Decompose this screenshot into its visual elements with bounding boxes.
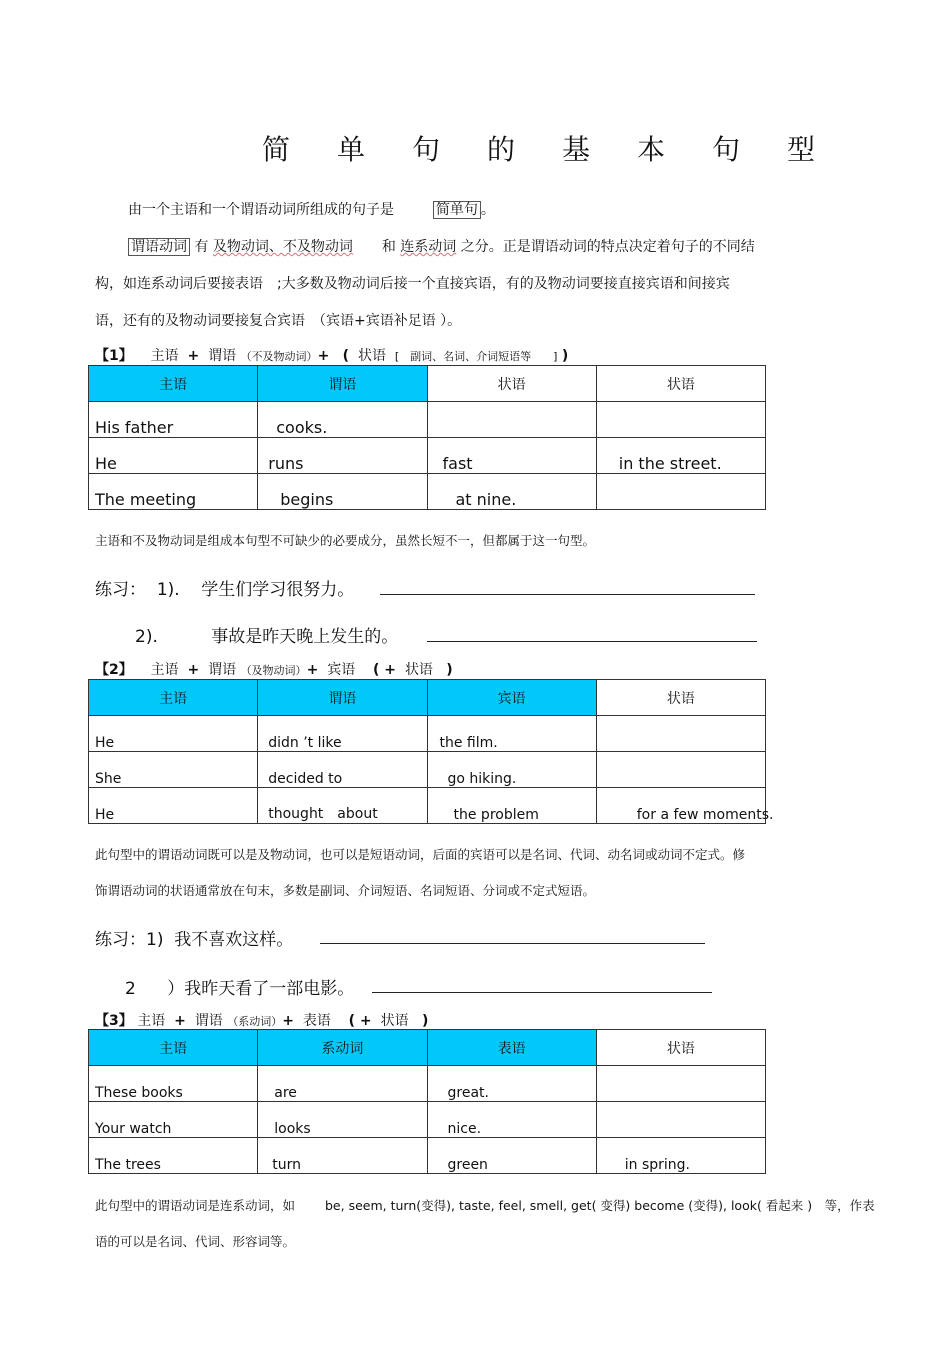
- table-cell: great.: [427, 1066, 596, 1102]
- table-pattern-1: [88, 365, 766, 510]
- exercise-1-2: [135, 622, 398, 647]
- table-cell: He: [89, 788, 258, 824]
- table-row: [89, 1066, 766, 1102]
- header-cell: 谓语: [258, 366, 427, 402]
- table-header-row: [89, 366, 766, 402]
- exercise-label: 练习：1): [95, 930, 164, 950]
- intro-line-4: 语，还有的及物动词要接复合宾语 （宾语+宾语补足语 ）。: [95, 313, 462, 329]
- section-2-note-1: 此句型中的谓语动词既可以是及物动词，也可以是短语动词，后面的宾语可以是名词、代词、动名词或动词不定式。修: [95, 847, 746, 862]
- header-cell: 状语: [596, 680, 765, 716]
- header-cell: 主语: [89, 366, 258, 402]
- answer-line[interactable]: [427, 627, 757, 646]
- table-cell: in spring.: [596, 1138, 765, 1174]
- table-cell: The meeting: [89, 474, 258, 510]
- heading-part: 状语: [357, 348, 386, 364]
- header-cell: 状语: [596, 366, 765, 402]
- title-char: 本: [637, 133, 666, 166]
- table-cell: [596, 474, 765, 510]
- table-cell: the problem: [427, 788, 596, 824]
- table-cell: cooks.: [258, 402, 427, 438]
- table-cell: She: [89, 752, 258, 788]
- table-cell: begins: [258, 474, 427, 510]
- exercise-2-1: [95, 925, 293, 950]
- table-cell: the film.: [427, 716, 596, 752]
- table-cell: green: [427, 1138, 596, 1174]
- section-2-heading: 【2】 主语 + 谓语 （及物动词）+ 宾语 ( + 状语 ): [95, 662, 453, 678]
- table-cell: turn: [258, 1138, 427, 1174]
- header-cell: 宾语: [427, 680, 596, 716]
- header-cell: 系动词: [258, 1030, 427, 1066]
- answer-line[interactable]: [320, 929, 705, 948]
- exercise-prompt: 我不喜欢这样。: [174, 930, 294, 950]
- heading-part: [ 副词、名词、介词短语等 ]: [394, 350, 558, 363]
- table-header-row: [89, 680, 766, 716]
- heading-part: ( +: [373, 662, 397, 678]
- table-cell: looks: [258, 1102, 427, 1138]
- exercise-1-1: [95, 575, 354, 600]
- exercise-prompt: ）我昨天看了一部电影。: [167, 979, 355, 999]
- heading-part: 主语: [150, 348, 179, 364]
- heading-part: （及物动词）: [240, 664, 307, 677]
- table-cell: [596, 716, 765, 752]
- header-cell: 状语: [596, 1030, 765, 1066]
- intro-text: 。: [480, 202, 495, 218]
- header-cell: 谓语: [258, 680, 427, 716]
- note-text: 此句型中的谓语动词是连系动词，如: [95, 1198, 296, 1213]
- section-number: 【2】: [95, 662, 133, 678]
- note-text: be, seem, turn(变得), taste, feel, smell, get( 变得) become (变得), look( 看起来 ) 等，作表: [325, 1198, 875, 1213]
- section-3-note-2: 语的可以是名词、代词、形容词等。: [95, 1234, 296, 1249]
- table-cell: [596, 1102, 765, 1138]
- section-number: 【1】: [95, 348, 133, 364]
- heading-part: 宾语: [327, 662, 356, 678]
- intro-line-1: [128, 199, 495, 219]
- table-header-row: [89, 1030, 766, 1066]
- page-title: [262, 128, 862, 168]
- table-cell: thought about: [258, 788, 427, 824]
- table-row: [89, 788, 766, 824]
- exercise-number: 1).: [156, 580, 180, 600]
- heading-part: (: [342, 348, 350, 364]
- heading-part: 状语: [404, 662, 433, 678]
- table-cell: [596, 1066, 765, 1102]
- intro-text: 之分。正是谓语动词的特点决定着句子的不同结: [460, 239, 755, 255]
- keyword-box: 谓语动词: [128, 238, 190, 256]
- title-char: 单: [337, 133, 366, 166]
- heading-part: 主语: [137, 1013, 166, 1029]
- intro-line-3: 构，如连系动词后要接表语 ;大多数及物动词后接一个直接宾语，有的及物动词要接直接宾语和间接宾: [95, 276, 730, 292]
- title-char: 的: [487, 133, 516, 166]
- table-cell: His father: [89, 402, 258, 438]
- section-2-note-2: 饰谓语动词的状语通常放在句末，多数是副词、介词短语、名词短语、分词或不定式短语。: [95, 883, 596, 898]
- table-pattern-2: [88, 679, 774, 824]
- table-cell: decided to: [258, 752, 427, 788]
- heading-part: 主语: [150, 662, 179, 678]
- title-char: 基: [562, 133, 591, 166]
- exercise-2-2: [125, 974, 354, 999]
- table-cell: didn ’t like: [258, 716, 427, 752]
- table-row: [89, 438, 766, 474]
- table-cell: [596, 752, 765, 788]
- section-3-note-1: [95, 1196, 875, 1214]
- table-cell: [427, 402, 596, 438]
- intro-line-2: [128, 236, 755, 256]
- table-row: [89, 716, 766, 752]
- intro-text: 和: [381, 239, 396, 255]
- table-row: [89, 752, 766, 788]
- answer-line[interactable]: [380, 580, 755, 599]
- table-pattern-3: [88, 1029, 766, 1174]
- table-cell: nice.: [427, 1102, 596, 1138]
- heading-part: 表语: [302, 1013, 331, 1029]
- title-char: 句: [412, 133, 441, 166]
- heading-part: （系动词）: [227, 1015, 283, 1028]
- table-cell: Your watch: [89, 1102, 258, 1138]
- heading-part: ( +: [348, 1013, 372, 1029]
- table-row: [89, 474, 766, 510]
- heading-part: ): [561, 348, 569, 364]
- title-char: 简: [262, 133, 291, 166]
- exercise-label: 练习：: [95, 580, 146, 600]
- heading-part: ): [421, 1013, 429, 1029]
- heading-part: 谓语: [208, 662, 237, 678]
- table-row: [89, 1102, 766, 1138]
- title-char: 句: [712, 133, 741, 166]
- heading-part: （不及物动词）: [240, 350, 318, 363]
- header-cell: 主语: [89, 1030, 258, 1066]
- keyword-box: 简单句: [433, 201, 481, 219]
- table-cell: in the street.: [596, 438, 765, 474]
- heading-part: 谓语: [208, 348, 237, 364]
- intro-text: 连系动词: [400, 239, 457, 255]
- table-cell: runs: [258, 438, 427, 474]
- title-char: 型: [787, 133, 816, 166]
- table-cell: fast: [427, 438, 596, 474]
- heading-part: 谓语: [194, 1013, 223, 1029]
- table-cell: The trees: [89, 1138, 258, 1174]
- header-cell: 主语: [89, 680, 258, 716]
- intro-text: 及物动词、不及物动词: [212, 239, 353, 255]
- heading-part: ): [446, 662, 453, 678]
- table-cell: at nine.: [427, 474, 596, 510]
- section-1-heading: 【1】 主语 + 谓语 （不及物动词）+ ( 状语 [ 副词、名词、介词短语等 ] ): [95, 348, 569, 364]
- header-cell: 状语: [427, 366, 596, 402]
- table-cell: These books: [89, 1066, 258, 1102]
- table-cell: for a few moments.: [596, 788, 765, 824]
- table-cell: are: [258, 1066, 427, 1102]
- exercise-prompt: 学生们学习很努力。: [201, 580, 355, 600]
- table-cell: go hiking.: [427, 752, 596, 788]
- answer-line[interactable]: [372, 978, 712, 997]
- exercise-number: 2).: [135, 627, 158, 647]
- table-cell: [596, 402, 765, 438]
- intro-text: 由一个主语和一个谓语动词所组成的句子是: [128, 202, 394, 218]
- table-cell: He: [89, 716, 258, 752]
- table-row: [89, 1138, 766, 1174]
- table-cell: He: [89, 438, 258, 474]
- header-cell: 表语: [427, 1030, 596, 1066]
- section-3-heading: 【3】 主语 + 谓语 （系动词）+ 表语 ( + 状语 ): [95, 1013, 429, 1029]
- heading-part: 状语: [380, 1013, 409, 1029]
- exercise-number: 2: [125, 979, 136, 999]
- intro-text: 有: [194, 239, 209, 255]
- table-row: [89, 402, 766, 438]
- exercise-prompt: 事故是昨天晚上发生的。: [211, 627, 399, 647]
- section-number: 【3】: [95, 1013, 133, 1029]
- section-1-note: 主语和不及物动词是组成本句型不可缺少的必要成分，虽然长短不一，但都属于这一句型。: [95, 533, 596, 548]
